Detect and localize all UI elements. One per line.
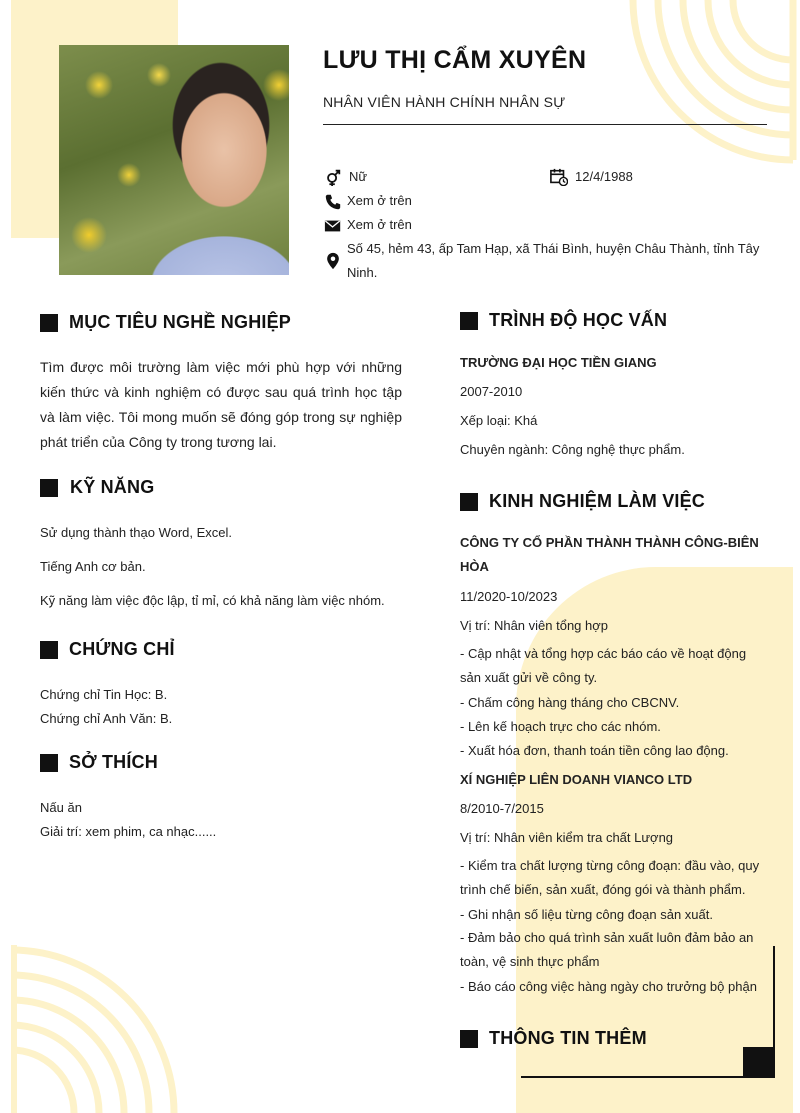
job-position: Vị trí: Nhân viên tổng hợp [460, 618, 608, 633]
section-marker [460, 1030, 478, 1048]
calendar-icon [550, 168, 568, 186]
job-duty: - Cập nhật và tổng hợp các báo cáo về hoạt động sản xuất gửi về công ty. [460, 646, 747, 685]
skills-heading: KỸ NĂNG [70, 477, 155, 497]
header-divider [323, 124, 767, 125]
objective-heading: MỤC TIÊU NGHỀ NGHIỆP [69, 312, 292, 332]
section-marker [460, 493, 478, 511]
skill-item: Tiếng Anh cơ bản. [40, 559, 146, 574]
education-period: 2007-2010 [460, 384, 523, 399]
email-icon [324, 217, 342, 235]
job-duty: - Ghi nhận số liệu từng công đoạn sản xuất. [460, 907, 713, 922]
location-icon [324, 252, 342, 270]
certificate-item: Chứng chỉ Anh Văn: B. [40, 711, 173, 726]
education-heading: TRÌNH ĐỘ HỌC VẤN [489, 310, 668, 330]
certificates-heading: CHỨNG CHỈ [69, 639, 175, 659]
decor-frame-square [743, 1047, 775, 1078]
objective-text: Tìm được môi trường làm việc mới phù hợp với những kiến thức và kinh nghiệm có được sau quá trình học tập và làm việc. Tôi mong muốn sẽ đóng góp trong sự nghiệp phát triển của Công ty trong tương lai. [40, 359, 402, 450]
job-duty: - Báo cáo công việc hàng ngày cho trưởng bộ phận [460, 979, 757, 994]
email-value: Xem ở trên [347, 217, 412, 232]
job-duty: - Chấm công hàng tháng cho CBCNV. [460, 695, 680, 710]
job-duty: - Kiểm tra chất lượng từng công đoạn: đầu vào, quy trình chế biến, sản xuất, đóng gói và thành phẩm. [460, 858, 760, 897]
job-duty: - Đảm bảo cho quá trình sản xuất luôn đảm bảo an toàn, vệ sinh thực phẩm [460, 930, 754, 969]
job-duty: - Lên kế hoạch trực cho các nhóm. [460, 719, 661, 734]
phone-icon [324, 193, 342, 211]
decor-frame-horizontal [521, 1076, 775, 1078]
hobbies-heading: SỞ THÍCH [69, 752, 158, 772]
section-marker [40, 314, 58, 332]
candidate-name: LƯU THỊ CẨM XUYÊN [323, 46, 587, 74]
gender-icon [324, 168, 342, 186]
skill-item: Kỹ năng làm việc độc lập, tỉ mỉ, có khả năng làm việc nhóm. [40, 593, 385, 608]
job-period: 11/2020-10/2023 [460, 589, 558, 604]
address-line-2: Ninh. [347, 265, 378, 280]
school-name: TRƯỜNG ĐẠI HỌC TIỀN GIANG [460, 355, 657, 370]
education-grade: Xếp loại: Khá [460, 413, 538, 428]
profile-photo [59, 45, 289, 275]
hobby-item: Nấu ăn [40, 800, 82, 815]
decor-arcs-top-right [628, 0, 800, 165]
job-duty: - Xuất hóa đơn, thanh toán tiền công lao động. [460, 743, 729, 758]
section-marker [40, 641, 58, 659]
phone-value: Xem ở trên [347, 193, 412, 208]
company-name: XÍ NGHIỆP LIÊN DOANH VIANCO LTD [460, 772, 693, 787]
additional-info-heading: THÔNG TIN THÊM [489, 1028, 647, 1048]
job-period: 8/2010-7/2015 [460, 801, 544, 816]
skill-item: Sử dụng thành thạo Word, Excel. [40, 525, 233, 540]
hobby-item: Giải trí: xem phim, ca nhạc...... [40, 824, 217, 839]
birthday-value: 12/4/1988 [575, 169, 633, 184]
gender-value: Nữ [349, 169, 368, 184]
section-marker [40, 754, 58, 772]
job-position: Vị trí: Nhân viên kiểm tra chất Lượng [460, 830, 674, 845]
address-line-1: Số 45, hẻm 43, ấp Tam Hạp, xã Thái Bình, huyện Châu Thành, tỉnh Tây [347, 241, 760, 256]
decor-arcs-bottom-left [11, 945, 181, 1113]
company-name: CÔNG TY CỔ PHẦN THÀNH THÀNH CÔNG-BIÊN HÒA [460, 535, 759, 574]
section-marker [40, 479, 58, 497]
certificate-item: Chứng chỉ Tin Học: B. [40, 687, 168, 702]
job-title: NHÂN VIÊN HÀNH CHÍNH NHÂN SỰ [323, 94, 566, 110]
experience-heading: KINH NGHIỆM LÀM VIỆC [489, 491, 706, 511]
education-major: Chuyên ngành: Công nghệ thực phẩm. [460, 442, 685, 457]
section-marker [460, 312, 478, 330]
